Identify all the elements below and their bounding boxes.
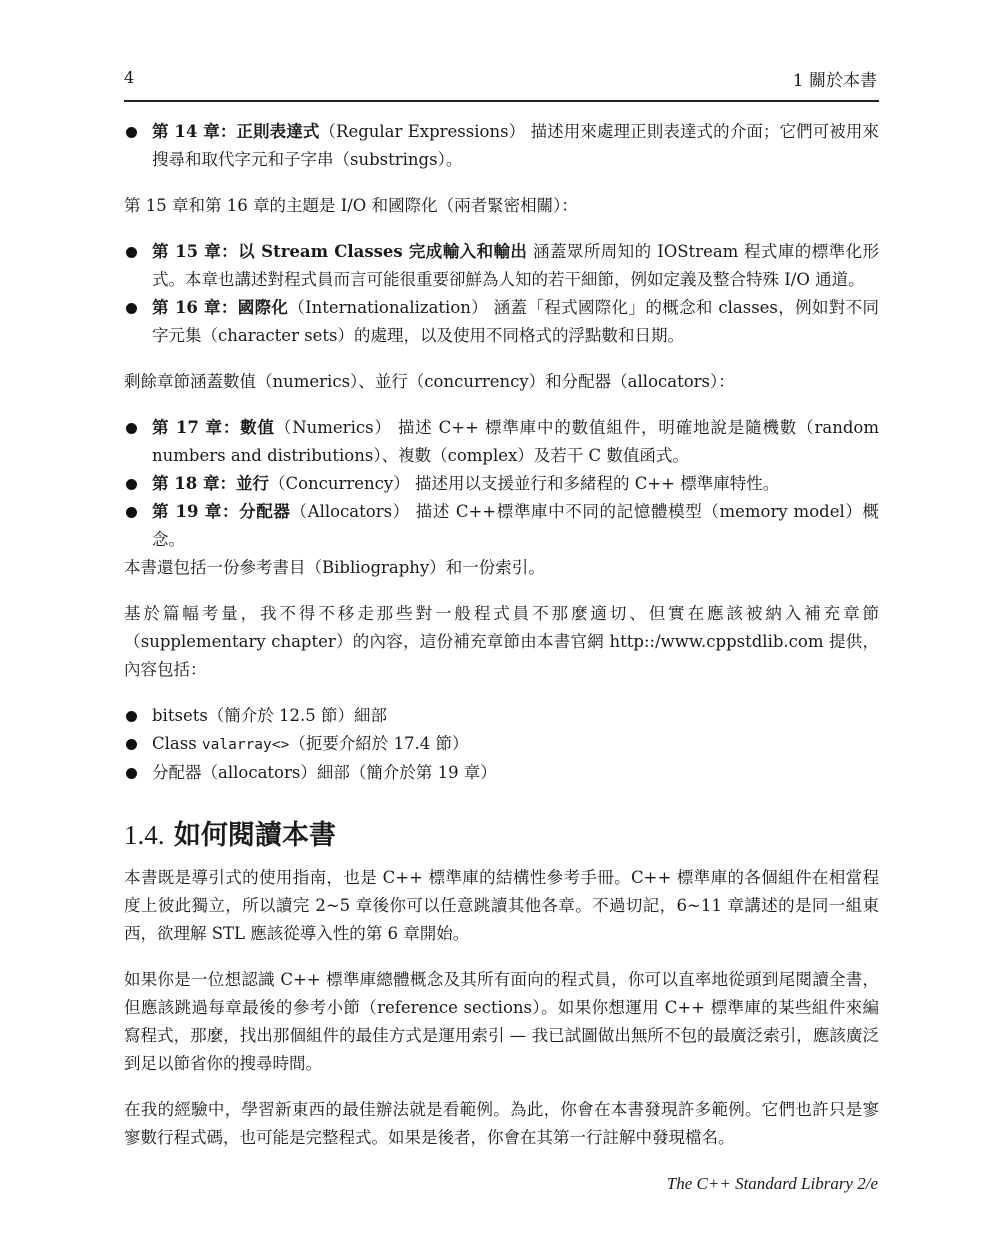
bullet-icon [126,423,137,434]
list-item-text: bitsets（簡介於 12.5 節）細部 [152,706,388,725]
supplementary-list [124,702,879,787]
bullet-icon [126,507,137,518]
page-footer: The C++ Standard Library 2/e [666,1174,878,1193]
chapter-lead: 第 19 章：分配器 [152,502,291,521]
section-number: 1.4. [124,820,165,850]
paragraph-how-to-read-2: 如果你是一位想認識 C++ 標準庫總體概念及其所有面向的程式員，你可以直率地從頭到尾閱讀全書，但應該跳過每章最後的參考小節（reference sections）。如果你想運用 C++ 標準庫的某些組件來編寫程式，那麼，找出那個組件的最佳方式是運用索引 — 我已試圖做出無所不包的最廣泛索引，應該廣泛到足以節省你的搜尋時間。 [124,970,879,1073]
page-number: 4 [124,68,135,87]
list-item [124,470,879,498]
bullet-icon [126,303,137,314]
chapter-lead: 第 17 章：數值 [152,418,275,437]
paragraph-how-to-read-3: 在我的經驗中，學習新東西的最佳辦法就是看範例。為此，你會在本書發現許多範例。它們也許只是寥寥數行程式碼，也可能是完整程式。如果是後者，你會在其第一行註解中發現檔名。 [124,1100,879,1147]
list-item [124,294,879,350]
code-valarray: valarray<> [201,737,290,753]
list-item [124,702,879,730]
running-head: 1 關於本書 [792,71,877,91]
bullet-icon [126,768,137,779]
paragraph-supplementary: 基於篇幅考量，我不得不移走那些對一般程式員不那麼適切、但實在應該被納入補充章節（supplementary chapter）的內容，這份補充章節由本書官網 http::/www.cppstdlib.com 提供，內容包括： [124,604,879,679]
list-item [124,118,879,174]
page-content [124,118,879,1152]
bullet-icon [126,711,137,722]
chapter-desc: （Internationalization） 涵蓋「程式國際化」的概念和 classes，例如對不同字元集（character sets）的處理，以及使用不同格式的浮點數和日期。 [152,298,880,345]
list-item-text: （扼要介紹於 17.4 節） [289,734,469,753]
chapter-list-io [124,238,879,350]
page-header [124,64,879,102]
chapter-lead: 第 14 章：正則表達式 [152,122,320,141]
paragraph-io-intro: 第 15 章和第 16 章的主題是 I/O 和國際化（兩者緊密相關）： [124,196,578,215]
list-item [124,730,879,759]
chapter-desc: （Regular Expressions） 描述用來處理正則表達式的介面；它們可被用來搜尋和取代字元和子字串（substrings）。 [152,122,879,169]
paragraph-remaining-intro: 剩餘章節涵蓋數值（numerics）、並行（concurrency）和分配器（allocators）： [124,372,735,391]
chapter-list-regex [124,118,879,174]
bullet-icon [126,247,137,258]
list-item [124,759,879,787]
list-item-text: 分配器（allocators）細部（簡介於第 19 章） [152,763,497,782]
section-title: 如何閱讀本書 [173,820,336,851]
list-item-text: Class [152,734,202,753]
chapter-desc: （Concurrency） 描述用以支援並行和多緒程的 C++ 標準庫特性。 [268,474,780,493]
list-item [124,414,879,470]
list-item [124,238,879,294]
section-heading [124,817,879,854]
chapter-desc: （Allocators） 描述 C++標準庫中不同的記憶體模型（memory model）概念。 [152,502,879,549]
chapter-lead: 第 18 章：並行 [152,474,269,493]
bullet-icon [126,739,137,750]
chapter-lead: 第 15 章：以 Stream Classes 完成輸入和輸出 [152,242,528,261]
bullet-icon [126,479,137,490]
chapter-desc: 涵蓋眾所周知的 IOStream 程式庫的標準化形式。本章也講述對程式員而言可能很重要卻鮮為人知的若干細節，例如定義及整合特殊 I/O 通道。 [152,242,879,289]
bullet-icon [126,127,137,138]
chapter-desc: （Numerics） 描述 C++ 標準庫中的數值組件，明確地說是隨機數（random numbers and distributions）、複數（complex）及若干 C 數值函式。 [152,418,879,465]
paragraph-how-to-read-1: 本書既是導引式的使用指南，也是 C++ 標準庫的結構性參考手冊。C++ 標準庫的各個組件在相當程度上彼此獨立，所以讀完 2~5 章後你可以任意跳讀其他各章。不過切記，6~11 章講述的是同一組東西，欲理解 STL 應該從導入性的第 6 章開始。 [124,868,879,943]
paragraph-bibliography: 本書還包括一份參考書目（Bibliography）和一份索引。 [124,558,545,577]
chapter-list-remaining [124,414,879,554]
chapter-lead: 第 16 章：國際化 [152,298,289,317]
list-item [124,498,879,554]
